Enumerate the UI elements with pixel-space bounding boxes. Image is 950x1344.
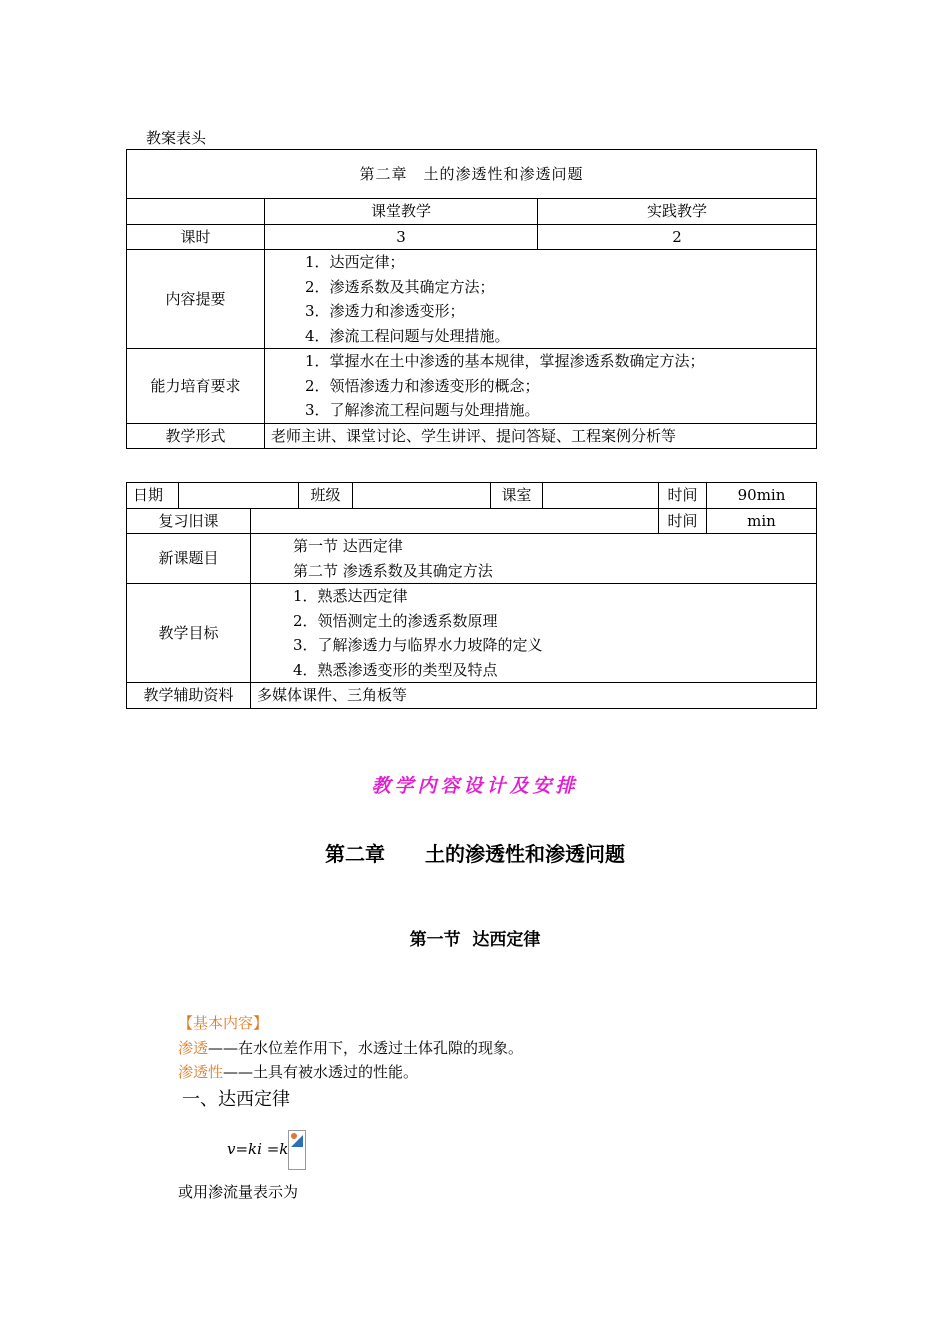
room-value <box>543 483 659 509</box>
aid-label: 教学辅助资料 <box>127 683 251 709</box>
review-value <box>251 508 659 534</box>
list-item: 1．达西定律； <box>305 253 405 271</box>
list-item: 3．了解渗透力与临界水力坡降的定义 <box>293 636 543 654</box>
date-value <box>179 483 299 509</box>
goal-label: 教学目标 <box>127 584 251 683</box>
review-time-label: 时间 <box>659 508 707 534</box>
list-item: 2．领悟渗透力和渗透变形的概念； <box>305 376 540 395</box>
formula-line <box>227 1130 306 1170</box>
new-topic-label: 新课题目 <box>127 534 251 584</box>
list-item: 2．领悟测定土的渗透系数原理 <box>293 611 498 630</box>
class-label: 班级 <box>299 483 353 509</box>
date-label: 日期 <box>127 483 179 509</box>
lesson-header-table <box>126 149 817 449</box>
list-item: 第一节 达西定律 <box>293 537 403 555</box>
form-label: 教学形式 <box>127 423 265 449</box>
ability-label: 能力培育要求 <box>127 349 265 424</box>
empty-cell <box>127 199 265 225</box>
section-heading: 教学内容设计及安排 <box>371 775 579 797</box>
chapter-heading: 第二章 土的渗透性和渗透问题 <box>325 842 625 866</box>
permeability-term: 渗透性 <box>178 1063 224 1081</box>
review-label: 复习旧课 <box>127 508 251 534</box>
hours-practice: 2 <box>538 224 817 250</box>
list-item: 3．了解渗流工程问题与处理措施。 <box>305 401 540 419</box>
permeability-def: ——土具有被水透过的性能。 <box>223 1063 419 1081</box>
permeability-definition <box>178 1061 418 1082</box>
basic-content-label: 【基本内容】 <box>178 1014 269 1032</box>
list-item: 第二节 渗透系数及其确定方法 <box>293 561 493 580</box>
formula-text: v=ki =k <box>227 1140 289 1158</box>
goal-list <box>251 584 817 683</box>
aid-value: 多媒体课件、三角板等 <box>251 683 817 709</box>
seepage-term: 渗透 <box>178 1039 209 1057</box>
hours-classroom: 3 <box>265 224 538 250</box>
list-item: 1．掌握水在土中渗透的基本规律，掌握渗透系数确定方法； <box>305 352 705 370</box>
seepage-def: ——在水位差作用下，水透过土体孔隙的现象。 <box>208 1039 524 1057</box>
class-value <box>353 483 491 509</box>
list-item: 4．渗流工程问题与处理措施。 <box>305 326 510 345</box>
hours-label: 课时 <box>127 224 265 250</box>
classroom-header: 课堂教学 <box>265 199 538 225</box>
flow-text: 或用渗流量表示为 <box>178 1183 299 1201</box>
chapter-title-cell: 第二章 土的渗透性和渗透问题 <box>127 150 817 199</box>
new-topic-list <box>251 534 817 584</box>
list-item: 4．熟悉渗透变形的类型及特点 <box>293 660 498 679</box>
header-label: 教案表头 <box>146 129 207 147</box>
ability-list <box>265 349 817 424</box>
image-placeholder-icon <box>288 1130 306 1170</box>
section1-heading: 第一节 达西定律 <box>409 930 541 950</box>
review-time-value: min <box>707 508 817 534</box>
form-value: 老师主讲、课堂讨论、学生讲评、提问答疑、工程案例分析等 <box>265 423 817 449</box>
content-label: 内容提要 <box>127 250 265 349</box>
list-item: 1．熟悉达西定律 <box>293 587 408 605</box>
time-value: 90min <box>707 483 817 509</box>
content-list <box>265 250 817 349</box>
list-item: 3．渗透力和渗透变形； <box>305 302 465 320</box>
lesson-plan-table <box>126 482 817 709</box>
time-label: 时间 <box>659 483 707 509</box>
seepage-definition <box>178 1037 523 1058</box>
room-label: 课室 <box>491 483 543 509</box>
subheading-darcy: 一、达西定律 <box>182 1089 290 1110</box>
list-item: 2．渗透系数及其确定方法； <box>305 277 495 296</box>
practice-header: 实践教学 <box>538 199 817 225</box>
